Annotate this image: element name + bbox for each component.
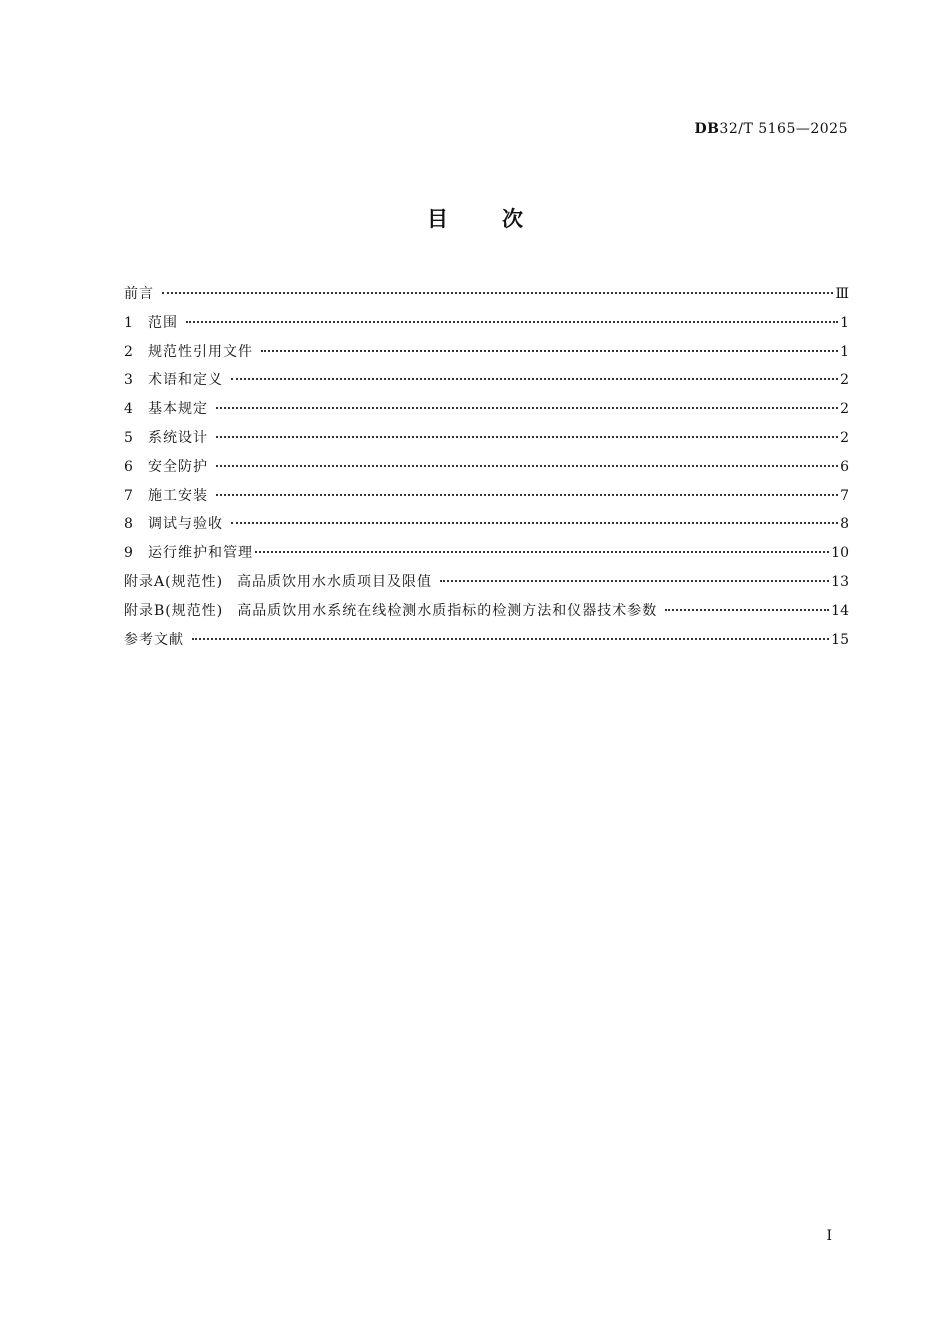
toc-entry-number: 6	[124, 458, 133, 475]
toc-entry-appendix-b[interactable]	[124, 597, 849, 626]
toc-dot-leader	[665, 609, 829, 611]
page-title: 目次	[427, 206, 577, 231]
toc-page-number: 2	[840, 429, 849, 446]
toc-dot-leader	[216, 407, 838, 409]
toc-entry-6[interactable]	[124, 453, 849, 482]
toc-entry-number: 3	[124, 372, 133, 389]
toc-entry-label: 范围	[148, 314, 178, 331]
toc-page-number: Ⅲ	[835, 286, 849, 302]
toc-page-number: 2	[840, 372, 849, 389]
toc-entry-4[interactable]	[124, 395, 849, 424]
page-number-footer: I	[826, 1228, 832, 1244]
toc-entry-8[interactable]	[124, 510, 849, 539]
toc-entry-label: 运行维护和管理	[148, 545, 253, 562]
toc-page-number: 15	[831, 631, 849, 648]
toc-entry-preface[interactable]	[124, 280, 849, 309]
toc-page-number: 7	[840, 487, 849, 504]
toc-page-number: 14	[831, 602, 849, 619]
appendix-label: 附录A(规范性)	[124, 573, 224, 590]
toc-entry-label: 系统设计	[148, 429, 208, 446]
toc-entry-label: 参考文献	[124, 631, 184, 648]
toc-dot-leader	[162, 292, 833, 294]
toc-entry-number: 7	[124, 487, 133, 504]
toc-entry-2[interactable]	[124, 338, 849, 367]
toc-entry-number: 4	[124, 401, 133, 418]
toc-page-number: 8	[840, 516, 849, 533]
toc-page-number: 6	[840, 458, 849, 475]
toc-entry-number: 2	[124, 343, 133, 360]
appendix-title: 高品质饮用水水质项目及限值	[237, 573, 433, 590]
toc-entry-label: 调试与验收	[148, 516, 223, 533]
toc-dot-leader	[192, 638, 829, 640]
toc-dot-leader	[255, 551, 829, 553]
toc-page-number: 13	[831, 573, 849, 590]
toc-page-number: 1	[840, 314, 849, 331]
document-code-prefix: DB	[694, 121, 720, 137]
toc-entry-9[interactable]	[124, 539, 849, 568]
toc-dot-leader	[186, 321, 838, 323]
toc-entry-1[interactable]	[124, 309, 849, 338]
toc-entry-5[interactable]	[124, 424, 849, 453]
appendix-title: 高品质饮用水系统在线检测水质指标的检测方法和仪器技术参数	[237, 602, 658, 619]
toc-dot-leader	[261, 350, 838, 352]
toc-entry-label: 安全防护	[148, 458, 208, 475]
table-of-contents	[124, 280, 849, 654]
toc-page-number: 10	[831, 545, 849, 562]
toc-entry-appendix-a[interactable]	[124, 568, 849, 597]
toc-entry-label: 基本规定	[148, 401, 208, 418]
toc-entry-label: 术语和定义	[148, 372, 223, 389]
toc-dot-leader	[440, 580, 829, 582]
toc-dot-leader	[216, 436, 838, 438]
toc-entry-number: 8	[124, 516, 133, 533]
toc-entry-label: 规范性引用文件	[148, 343, 253, 360]
toc-dot-leader	[216, 465, 838, 467]
toc-entry-number: 5	[124, 429, 133, 446]
toc-entry-label	[124, 597, 657, 626]
toc-page-number: 1	[840, 343, 849, 360]
document-code-number: 32/T 5165—2025	[719, 121, 848, 137]
toc-entry-7[interactable]	[124, 482, 849, 511]
toc-entry-label	[124, 568, 432, 597]
toc-entry-label: 施工安装	[148, 487, 208, 504]
toc-entry-3[interactable]	[124, 366, 849, 395]
toc-entry-references[interactable]	[124, 626, 849, 655]
toc-page-number: 2	[840, 401, 849, 418]
toc-dot-leader	[231, 378, 838, 380]
toc-dot-leader	[231, 522, 838, 524]
document-code	[694, 121, 848, 137]
appendix-label: 附录B(规范性)	[124, 602, 224, 619]
toc-entry-label: 前言	[124, 286, 154, 302]
toc-entry-number: 1	[124, 314, 133, 331]
toc-entry-number: 9	[124, 545, 133, 562]
toc-dot-leader	[216, 494, 838, 496]
